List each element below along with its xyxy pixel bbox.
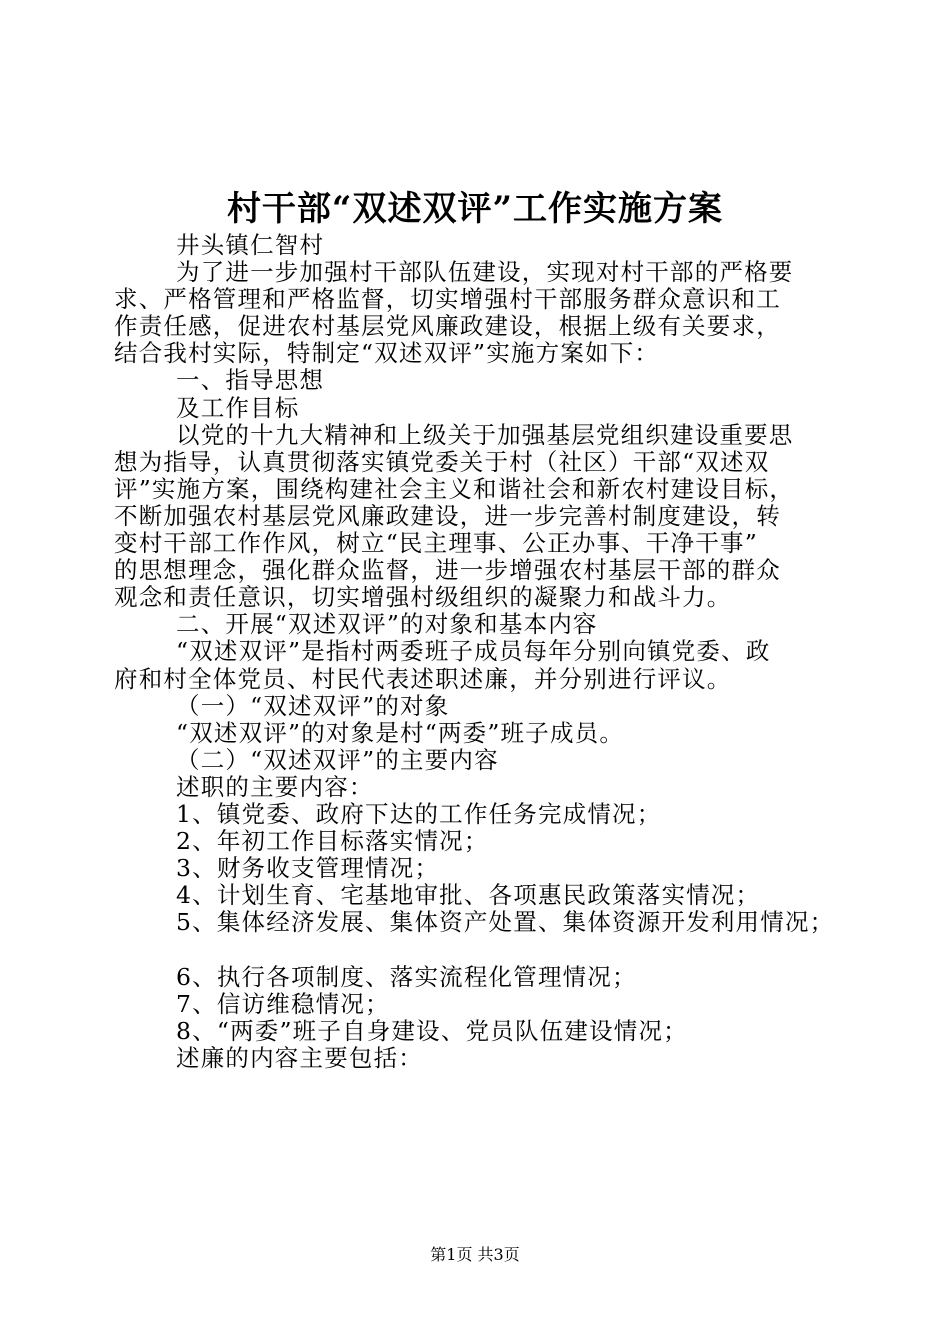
paragraph-line: 观念和责任意识，切实增强村级组织的凝聚力和战斗力。 (114, 583, 732, 612)
paragraph-line: 述职的主要内容： (176, 772, 374, 801)
document-title: 村干部“双述双评”工作实施方案 (226, 189, 724, 229)
paragraph-line: 府和村全体党员、村民代表述职述廉，并分别进行评议。 (114, 664, 732, 693)
page-footer: 第1页 共3页 (430, 1245, 520, 1264)
paragraph-line: 4、计划生育、宅基地审批、各项惠民政策落实情况； (176, 881, 761, 910)
paragraph-line: 一、指导思想 (176, 366, 325, 395)
paragraph-line: （二）“双述双评”的主要内容 (176, 745, 499, 774)
paragraph-line: 作责任感，促进农村基层党风廉政建设，根据上级有关要求， (114, 312, 781, 341)
paragraph-line: 评”实施方案，围绕构建社会主义和谐社会和新农村建设目标， (114, 474, 795, 503)
paragraph-line: 不断加强农村基层党风廉政建设，进一步完善村制度建设，转 (114, 501, 781, 530)
paragraph-line: 井头镇仁智村 (176, 231, 325, 259)
paragraph-line: （一）“双述双评”的对象 (176, 691, 450, 720)
paragraph-line: 求、严格管理和严格监督，切实增强村干部服务群众意识和工 (114, 285, 781, 314)
paragraph-line: 述廉的内容主要包括： (176, 1043, 423, 1072)
paragraph-line: 的思想理念，强化群众监督，进一步增强农村基层干部的群众 (114, 556, 781, 585)
paragraph-line: 以党的十九大精神和上级关于加强基层党组织建设重要思 (176, 420, 794, 449)
paragraph-line: 8、“两委”班子自身建设、党员队伍建设情况； (176, 1016, 688, 1045)
blank-line (114, 936, 854, 963)
paragraph-line: 6、执行各项制度、落实流程化管理情况； (176, 962, 637, 991)
paragraph-line: 3、财务收支管理情况； (176, 854, 440, 883)
paragraph-line: 1、镇党委、政府下达的工作任务完成情况； (176, 799, 662, 828)
paragraph-line: 7、信访维稳情况； (176, 989, 390, 1018)
paragraph-line: 想为指导，认真贯彻落实镇党委关于村（社区）干部“双述双 (114, 447, 770, 476)
paragraph-line: 结合我村实际，特制定“双述双评”实施方案如下： (114, 339, 660, 368)
paragraph-line: 2、年初工作目标落实情况； (176, 827, 489, 856)
paragraph-line: “双述双评”是指村两委班子成员每年分别向镇党委、政 (176, 637, 771, 666)
paragraph-line: 二、开展“双述双评”的对象和基本内容 (176, 610, 598, 639)
document-body (114, 232, 854, 1072)
paragraph-line: 及工作目标 (176, 393, 300, 422)
paragraph-line: 变村干部工作作风，树立“民主理事、公正办事、干净干事” (114, 529, 758, 558)
paragraph-line: 5、集体经济发展、集体资产处置、集体资源开发利用情况； (176, 908, 835, 937)
paragraph-line: 为了进一步加强村干部队伍建设，实现对村干部的严格要 (176, 258, 794, 287)
paragraph-line: “双述双评”的对象是村“两委”班子成员。 (176, 718, 625, 747)
